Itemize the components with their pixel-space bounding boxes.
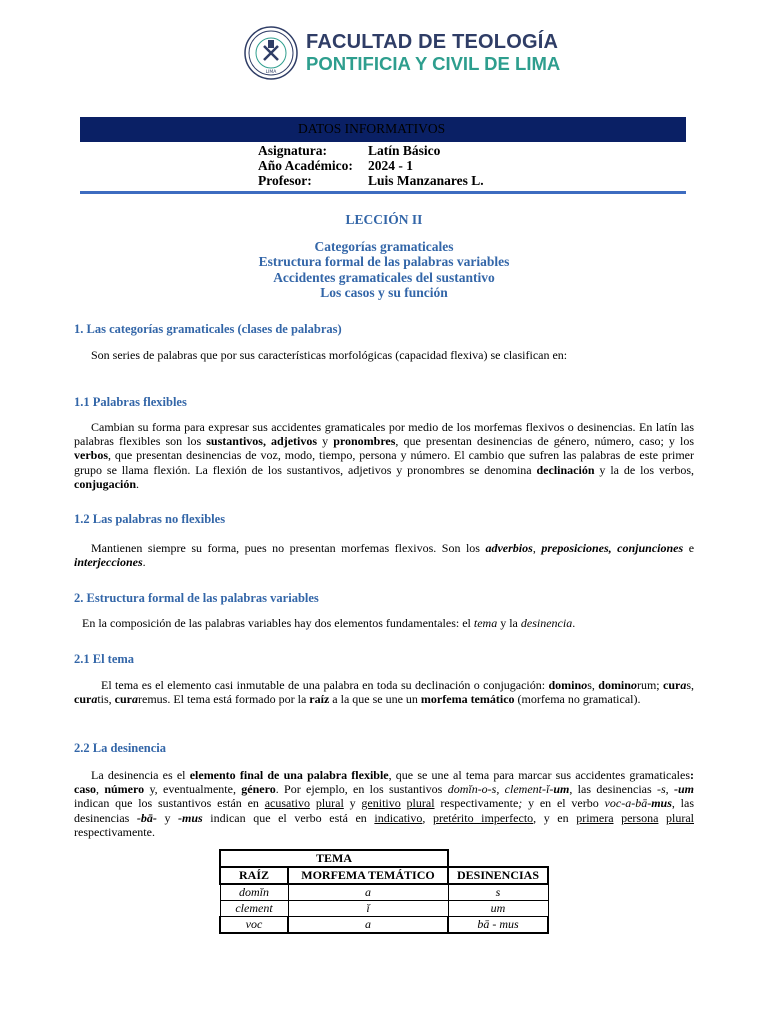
datos-informativos-title: DATOS INFORMATIVOS bbox=[298, 121, 446, 136]
section-heading: 2. Estructura formal de las palabras variables bbox=[74, 591, 319, 605]
table-header: RAÍZ bbox=[220, 867, 288, 884]
lesson-subtitle: Estructura formal de las palabras variables bbox=[258, 254, 510, 269]
institution-name-line1: FACULTAD DE TEOLOGÍA bbox=[306, 31, 559, 53]
course-info bbox=[258, 143, 484, 188]
section-heading: 1.2 Las palabras no flexibles bbox=[74, 512, 226, 526]
header-divider bbox=[80, 191, 686, 194]
faculty-seal-icon bbox=[244, 26, 298, 80]
institution-header bbox=[244, 22, 560, 84]
section-heading: 2.1 El tema bbox=[74, 652, 135, 666]
info-row-ano: Año Académico: 2024 - 1 bbox=[258, 158, 413, 173]
section-paragraph: El tema es el elemento casi inmutable de una palabra en toda su declinación o conjugación: dominos, dominorum; curas, curatis, curaremus. El tema está formado por la raíz a la que se une un morfema temático (morfema no gramatical). bbox=[74, 678, 695, 707]
table-row bbox=[220, 901, 548, 917]
table-row bbox=[220, 917, 548, 934]
section-paragraph: La desinencia es el elemento final de una palabra flexible, que se une al tema para marcar sus accidentes gramaticales: caso, número y, eventualmente, género. Por ejemplo, en los sustantivos domĭn-o-s, clement-ĭ-um, las desinencias -s, -um indican que los sustantivos están en acusativo plural y genitivo plural respectivamente; y en el verbo voc-a-bā-mus, las desinencias -bā- y -mus indican que el verbo está en indicativo, pretérito imperfecto, y en primera persona plural respectivamente. bbox=[74, 768, 695, 839]
section-paragraph: Mantienen siempre su forma, pues no presentan morfemas flexivos. Son los adverbios, preposiciones, conjunciones e interjecciones. bbox=[74, 541, 695, 570]
lesson-subtitle: Los casos y su función bbox=[320, 285, 448, 300]
table-cell: bā - mus bbox=[448, 917, 548, 934]
table-row bbox=[220, 884, 548, 901]
table-header: MORFEMA TEMÁTICO bbox=[288, 867, 448, 884]
table-cell: domĭn bbox=[220, 884, 288, 901]
table-cell: voc bbox=[220, 917, 288, 934]
info-row-asignatura: Asignatura: Latín Básico bbox=[258, 143, 441, 158]
section-heading: 1.1 Palabras flexibles bbox=[74, 395, 187, 409]
table-cell: ĭ bbox=[288, 901, 448, 917]
table-cell: a bbox=[288, 917, 448, 934]
table-cell: um bbox=[448, 901, 548, 917]
table-group-header: TEMA bbox=[220, 850, 448, 867]
morphology-table bbox=[219, 849, 549, 934]
lesson-subtitle: Accidentes gramaticales del sustantivo bbox=[273, 270, 495, 285]
lesson-title: LECCIÓN II bbox=[345, 212, 423, 227]
datos-informativos-bar bbox=[80, 117, 686, 142]
institution-name-line2: PONTIFICIA Y CIVIL DE LIMA bbox=[306, 53, 561, 74]
section-paragraph: Cambian su forma para expresar sus accidentes gramaticales por medio de los morfemas flexivos o desinencias. En latín las palabras flexibles son los sustantivos, adjetivos y pronombres, que presentan desinencias de género, número, caso; y los verbos, que presentan desinencias de voz, modo, tiempo, persona y número. El cambio que sufren las palabras de este primer grupo se llama flexión. La flexión de los sustantivos, adjetivos y pronombres se denomina declinación y la de los verbos, conjugación. bbox=[74, 420, 694, 491]
table-header-row bbox=[220, 867, 548, 884]
info-row-profesor: Profesor: Luis Manzanares L. bbox=[258, 173, 484, 188]
svg-text:LIMA: LIMA bbox=[265, 70, 277, 75]
section-paragraph: Son series de palabras que por sus características morfológicas (capacidad flexiva) se clasifican en: bbox=[91, 348, 568, 362]
section-heading: 2.2 La desinencia bbox=[74, 741, 167, 755]
table-header: DESINENCIAS bbox=[448, 867, 548, 884]
table-cell: s bbox=[448, 884, 548, 901]
table-cell: clement bbox=[220, 901, 288, 917]
section-heading: 1. Las categorías gramaticales (clases de palabras) bbox=[74, 322, 342, 336]
lesson-subtitle: Categorías gramaticales bbox=[314, 239, 454, 254]
table-cell: a bbox=[288, 884, 448, 901]
section-paragraph: En la composición de las palabras variables hay dos elementos fundamentales: el tema y la desinencia. bbox=[82, 616, 576, 630]
table-group-header-row bbox=[220, 850, 548, 867]
